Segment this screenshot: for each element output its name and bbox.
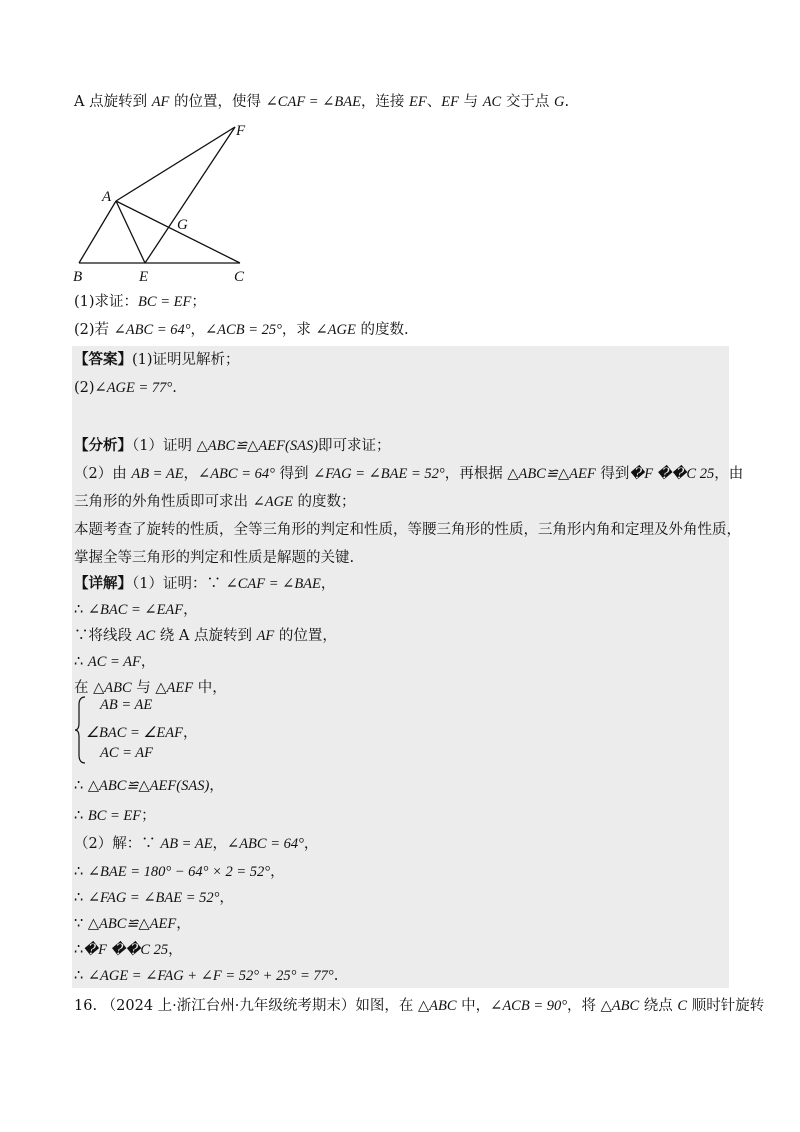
detail-text: 与 <box>131 680 156 696</box>
analysis-line-5: 掌握全等三角形的判定和性质是解题的关键. <box>74 550 355 566</box>
analysis-text: 三角形的外角性质即可求出 <box>74 494 253 510</box>
next-question <box>74 996 764 1016</box>
detail-text: ， <box>219 890 234 906</box>
analysis-text: ，再根据 <box>444 466 508 482</box>
intro-text: 的位置，使得 <box>169 94 266 110</box>
analysis-line-3 <box>74 492 356 512</box>
math-bac: ∠BAC = ∠EAF <box>87 602 184 618</box>
system-line-2 <box>86 721 198 742</box>
segment-af <box>116 127 235 201</box>
detail-text: ； <box>141 808 156 824</box>
detail-text: ， <box>140 654 156 670</box>
geometry-figure <box>60 115 280 285</box>
detail-text: 绕 A 点旋转到 <box>155 628 257 644</box>
math-fag: ∠FAG = ∠BAE = 52° <box>313 466 445 482</box>
math-ef: EF <box>409 94 427 110</box>
label-e: E <box>139 269 149 285</box>
math-bae: ∠BAE = 180° − 64° × 2 = 52° <box>87 864 271 880</box>
therefore-symbol: ∴ <box>74 864 88 880</box>
answer-text: (1)证明见解析； <box>132 352 240 368</box>
question-2 <box>74 320 409 340</box>
analysis-line-1 <box>74 436 391 456</box>
detail-text: ， <box>303 836 319 852</box>
math-condition: ∠CAF = ∠BAE <box>265 94 361 110</box>
math-ef: EF <box>441 94 459 110</box>
therefore-symbol: ∴ <box>74 654 88 670</box>
math-age-result: ∠AGE = ∠FAG + ∠F = 52° + 25° = 77° <box>87 968 334 984</box>
question-text: ，将 <box>567 998 601 1014</box>
math-caf: ∠CAF = ∠BAE <box>225 576 321 592</box>
math-triangle-aef: △AEF <box>155 680 194 696</box>
intro-text: 、 <box>426 94 442 110</box>
therefore-symbol: ∴ <box>74 602 88 618</box>
detail-line-6 <box>74 776 224 796</box>
math-answer: ∠AGE = 77° <box>94 380 173 396</box>
analysis-tag: 【分析】 <box>74 437 132 454</box>
intro-text: A 点旋转到 <box>74 94 152 110</box>
math-af: AF <box>151 94 170 110</box>
answer-tag: 【答案】 <box>74 351 132 368</box>
detail-line-4 <box>74 652 155 672</box>
math-bc-ef: BC = EF <box>87 808 142 824</box>
math-garbled: �F ��C 25 <box>629 466 715 482</box>
detail-text: ， <box>168 942 183 958</box>
math-bc-ef: BC = EF <box>138 294 192 310</box>
math-acb: ∠ACB = 25° <box>205 322 282 338</box>
detail-text: ， <box>176 916 191 932</box>
system-line-1: AB = AE <box>100 697 153 713</box>
analysis-text: 得到 <box>274 466 314 482</box>
detail-line-12 <box>74 940 183 960</box>
answer-line-1 <box>74 350 240 370</box>
math-abc: ∠ABC = 64° <box>227 836 304 852</box>
label-b: B <box>73 269 83 285</box>
detail-text: 的位置， <box>274 628 337 644</box>
question-text: 的度数. <box>355 322 409 338</box>
math-ab-ae: AB = AE <box>160 836 213 852</box>
math-age: ∠AGE <box>252 494 293 510</box>
answer-line-2 <box>74 378 177 398</box>
analysis-text: 的度数； <box>292 494 356 510</box>
intro-text: . <box>564 94 570 110</box>
detail-text: . <box>333 968 339 984</box>
detail-line-1 <box>74 574 335 594</box>
segment-ae <box>116 201 145 263</box>
question-text: ， <box>190 322 206 338</box>
label-f: F <box>236 123 246 139</box>
therefore-symbol: ∴ <box>74 942 84 958</box>
analysis-text: 即可求证； <box>318 438 391 454</box>
intro-text: 与 <box>458 94 483 110</box>
segment-ef <box>145 127 235 263</box>
math-g: G <box>553 94 565 110</box>
math-triangle-abc: △ABC <box>93 680 132 696</box>
question-1 <box>74 292 206 312</box>
detail-text: 中， <box>193 680 227 696</box>
detail-line-3 <box>74 626 337 646</box>
detail-text: ， <box>183 725 198 741</box>
detail-line-11 <box>74 914 191 934</box>
question-text: ，求 <box>281 322 316 338</box>
detail-text: ， <box>183 602 198 618</box>
math-ac: AC <box>482 94 502 110</box>
label-g: G <box>177 217 188 233</box>
math-acb: ∠ACB = 90° <box>490 998 568 1014</box>
analysis-line-2 <box>74 464 743 484</box>
math-congruence: △ABC≌△AEF(SAS) <box>196 438 319 454</box>
detail-line-7 <box>74 806 156 826</box>
intro-line <box>74 92 569 112</box>
detail-line-10 <box>74 888 234 908</box>
math-bac-eaf: ∠BAC = ∠EAF <box>86 725 183 741</box>
question-text: 绕点 <box>639 998 678 1014</box>
question-text: (1)求证： <box>74 294 139 310</box>
detail-text: ， <box>320 576 336 592</box>
segment-ab <box>79 201 116 263</box>
analysis-text: （2）由 <box>74 466 132 482</box>
math-triangle-abc: △ABC <box>418 998 457 1014</box>
label-c: C <box>234 269 245 285</box>
detail-line-2 <box>74 600 198 620</box>
question-text: 顺时针旋转 <box>687 998 765 1014</box>
math-abc: ∠ABC = 64° <box>198 466 275 482</box>
label-a: A <box>102 189 112 205</box>
math-ac: AC <box>136 628 156 644</box>
math-c: C <box>677 998 688 1014</box>
math-af: AF <box>256 628 275 644</box>
math-congruence: △ABC≌△AEF(SAS) <box>87 778 210 794</box>
detail-line-13 <box>74 966 338 986</box>
question-text: ； <box>191 294 206 310</box>
detail-text: ， <box>270 864 285 880</box>
math-age: ∠AGE <box>315 322 356 338</box>
question-text: 16. （2024 上·浙江台州·九年级统考期末）如图，在 <box>74 998 419 1014</box>
detail-tag: 【详解】 <box>74 575 132 592</box>
math-ac-af: AC = AF <box>87 654 141 670</box>
detail-text: ， <box>212 836 228 852</box>
math-garbled: �F ��C 25 <box>83 942 169 958</box>
detail-text: ∵将线段 <box>74 628 137 644</box>
math-ab-ae: AB = AE <box>131 466 184 482</box>
intro-text: 交于点 <box>501 94 554 110</box>
math-abc: ∠ABC = 64° <box>113 322 191 338</box>
analysis-text: （1）证明 <box>132 438 197 454</box>
system-line-3: AC = AF <box>100 745 154 761</box>
math-congruence: △ABC≌△AEF <box>87 916 177 932</box>
detail-text: （2）解：∵ <box>74 836 161 852</box>
math-triangle-abc: △ABC <box>600 998 640 1014</box>
math-fag: ∠FAG = ∠BAE = 52° <box>87 890 220 906</box>
intro-text: ，连接 <box>360 94 410 110</box>
analysis-text: ，由 <box>714 466 744 482</box>
question-text: 中， <box>456 998 491 1014</box>
analysis-text: 得到 <box>595 466 630 482</box>
math-congruence: △ABC≌△AEF <box>507 466 596 482</box>
detail-line-5 <box>74 678 227 698</box>
detail-line-9 <box>74 862 285 882</box>
therefore-symbol: ∴ <box>74 778 88 794</box>
therefore-symbol: ∴ <box>74 808 88 824</box>
question-text: (2)若 <box>74 322 114 338</box>
answer-text: (2) <box>74 380 95 396</box>
analysis-line-4: 本题考查了旋转的性质，全等三角形的判定和性质，等腰三角形的性质，三角形内角和定理及外角性质， <box>74 522 741 538</box>
therefore-symbol: ∴ <box>74 890 88 906</box>
because-symbol: ∵ <box>74 916 88 932</box>
detail-text: 在 <box>74 680 94 696</box>
analysis-text: ， <box>183 466 199 482</box>
answer-text: . <box>172 380 177 396</box>
therefore-symbol: ∴ <box>74 968 88 984</box>
detail-text: （1）证明：∵ <box>132 576 226 592</box>
detail-line-8 <box>74 834 318 854</box>
detail-text: ， <box>209 778 224 794</box>
